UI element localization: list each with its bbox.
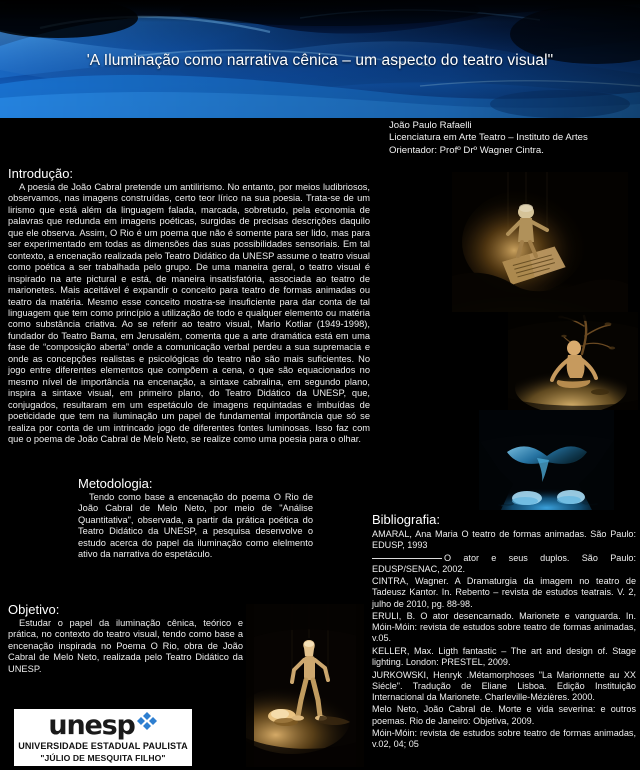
bibliography-entry-text: Móin-Móin: revista de estudos sobre teatro de formas animadas, v.02, 04; 05 xyxy=(372,728,636,750)
photo-marionette-reading xyxy=(452,172,628,312)
author-course: Licenciatura em Arte Teatro – Instituto de Artes xyxy=(389,132,588,144)
metodologia-body xyxy=(78,492,313,561)
introducao-body xyxy=(8,182,370,445)
introducao-heading: Introdução: xyxy=(8,166,74,181)
objetivo-paragraph: Estudar o papel da iluminação cênica, teórico e prática, no contexto do teatro visual, tendo como base a encenação inspirada no Poema O Rio, obra de João Cabral de Melo Neto, realizada pelo Teatro Didático da UNESP. xyxy=(8,618,243,674)
bibliography-entry xyxy=(372,576,636,609)
objetivo-heading: Objetivo: xyxy=(8,602,60,617)
standing-marionette-image xyxy=(246,604,364,767)
photo-blue-lit-cloth-scene xyxy=(479,410,614,510)
unesp-subtitle: "JÚLIO DE MESQUITA FILHO" xyxy=(40,753,166,763)
bibliography-entry-text: ERULI, B. O ator desencarnado. Marionete e vanguarda. In. Móin-Móin: revista de estudos sobre teatro de formas animadas, v.05. xyxy=(372,611,636,644)
bibliography-entry xyxy=(372,553,636,575)
bibliografia-heading: Bibliografia: xyxy=(372,512,440,527)
bibliography-entry xyxy=(372,646,636,668)
unesp-logo xyxy=(14,709,192,766)
unesp-full-name: UNIVERSIDADE ESTADUAL PAULISTA xyxy=(18,741,188,751)
bibliography-entry xyxy=(372,704,636,726)
bibliography-entry-text: Melo Neto, João Cabral de. Morte e vida severina: e outros poemas. Rio de Janeiro: Objetiva, 2009. xyxy=(372,704,636,726)
objetivo-body xyxy=(8,618,243,675)
repeated-author-rule xyxy=(372,558,442,559)
unesp-diamond-glyph xyxy=(136,712,158,732)
header-banner xyxy=(0,0,640,118)
bibliography-entry xyxy=(372,529,636,551)
page-title: 'A Iluminação como narrativa cênica – um aspecto do teatro visual" xyxy=(86,52,554,69)
bibliography-entry xyxy=(372,670,636,703)
unesp-wordmark: unesp xyxy=(48,710,135,741)
introducao-paragraph: A poesia de João Cabral pretende um antilirismo. No entanto, por meios ludibriosos, observamos, nas imagens construídas, certo teor lírico na sua poesia. Trata-se de um lirismo que está além da linguagem falada, marcada, sobretudo, pela economia de palavras que redunda em imagens poéticas, surgidas de precisas descrições daquilo que ele observa. Assim, O Rio é um poema que não é somente para ser lido, mas para ser experimentado em todas as dimensões das suas possibilidades sensoriais. Em tal contexto, a encenação realizada pelo Teatro Didático da UNESP assume o teatro visual como poética a ser trabalhada pelo grupo. De uma maneira geral, o teatro visual é inspirado na arte pictural e está, de maneira insatisfatória, associada ao teatro de marionetes. Mais aceitável é expandir o conceito para teatro de formas animadas ou teatro da matéria. Mesmo esse conceito mostra-se insuficiente para dar conta de tal linguagem que tem como princípio a utilização de todo e qualquer elemento ou matéria como substância criativa. Ao se referir ao teatro visual, Mario Kotliar (1949-1998), fundador do Teatro Bama, em Jerusalém, comenta que a arte dramática está em uma fase de “composição aberta” onde a comunicação verbal perdeu a sua supremacia e onde as concepções realistas e psicológicas do teatro não são mais suficientes. No jogo entre diferentes elementos que compõem a cena, o que são equacionados no mesmo nível de importância na encenação, a sintaxe cabralina, em segundo plano, inspira a sintaxe visual, em primeiro plano, do Teatro Didático da UNESP, que, conjugados, resultaram em um espetáculo de imagens requintadas e imbuídas de poeticidade que tem na iluminação um papel de fundamental importância que só se realiza por conta de um intrincado jogo de diferentes fontes luminosas. Isso faz com que o poema de João Cabral de Melo Neto, se realize como uma poesia para o olhar. xyxy=(8,182,370,444)
bibliography-entry-text: AMARAL, Ana Maria O teatro de formas animadas. São Paulo: EDUSP, 1993 xyxy=(372,529,636,551)
author-name: João Paulo Rafaelli xyxy=(389,120,472,131)
metodologia-paragraph: Tendo como base a encenação do poema O Rio de João Cabral de Melo Neto, por meio de "Análise Quantitativa", observada, a partir da prática poética do Teatro Didático da UNESP, a pesquisa desenvolve o estudo acerca do papel da iluminação como elelmento ativo da narrativa do espetáculo. xyxy=(78,492,313,560)
author-advisor: Orientador: Profº Drº Wagner Cintra. xyxy=(389,144,544,156)
unesp-diamond-icon xyxy=(136,712,158,732)
metodologia-heading: Metodologia: xyxy=(78,476,153,491)
unesp-wordmark-row xyxy=(14,711,192,741)
figure-with-branch-image xyxy=(508,312,638,410)
bibliografia-list xyxy=(372,529,636,752)
bibliography-entry-text: CINTRA, Wagner. A Dramaturgia da imagem no teatro de Tadeusz Kantor. In. Rebento – revista de estudos teatrais. V. 2, julho de 2010, pg. 88-98. xyxy=(372,576,636,609)
photo-figure-with-branch xyxy=(508,312,638,410)
photo-standing-marionette xyxy=(246,604,364,767)
bibliography-entry xyxy=(372,728,636,750)
marionette-reading-image xyxy=(452,172,628,312)
bibliography-entry-text: KELLER, Max. Ligth fantastic – The art and design of. Stage lighting. London: PRESTEL, 2009. xyxy=(372,645,636,668)
author-block xyxy=(389,120,639,157)
bibliography-entry-text: JURKOWSKI, Henryk .Métamorphoses "La Marionnette au XX Siécle". Tradução de Eliane Lisboa. Edição Instituição Internacional da Marionete. Charleville-Mézières. 2000. xyxy=(372,669,636,702)
bibliography-entry xyxy=(372,611,636,644)
blue-lit-cloth-image xyxy=(479,410,614,510)
bibliography-entry-text: O ator e seus duplos. São Paulo: EDUSP/SENAC, 2002. xyxy=(372,552,636,574)
